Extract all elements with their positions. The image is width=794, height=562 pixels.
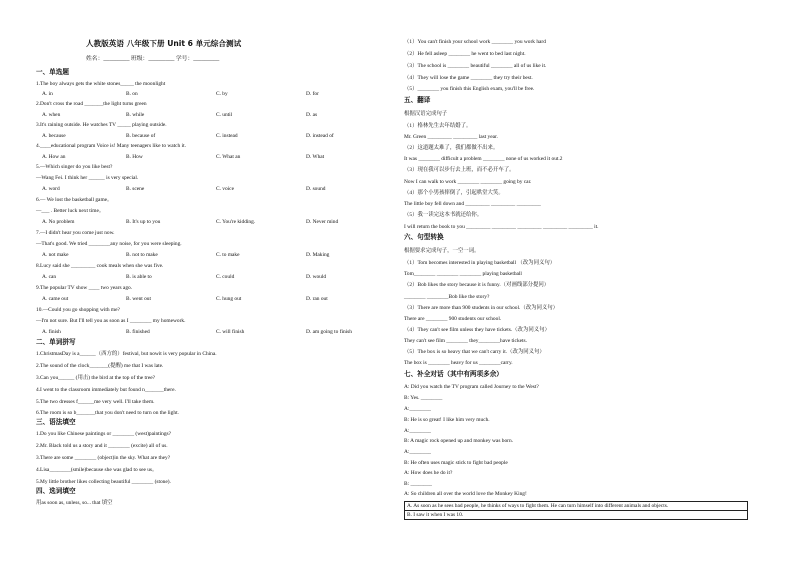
question-stem: —___ . Better luck next time。 bbox=[36, 208, 105, 214]
section-heading-dialogue: 七、补全对话（其中有两项多余） bbox=[404, 370, 503, 378]
question-line: 3.Can you______ (用击) the bird at the top of the tree? bbox=[36, 375, 156, 381]
section-heading-spelling: 二、单词拼写 bbox=[36, 338, 76, 346]
question-line: Tom________ ________ ________ playing basketball bbox=[404, 271, 522, 277]
answer-option-box: A. As soon as he sees bad people, he thinks of ways to fight them. He can turn himself into different animals and objects. bbox=[404, 501, 748, 511]
option: A. No problem bbox=[42, 219, 75, 225]
question-line: 6.The room is so b_______that you don't need to turn on the light. bbox=[36, 410, 179, 416]
dialogue-line: A:________ bbox=[404, 449, 431, 455]
question-line: 3.There are some ________ (object)in the sky. What are they? bbox=[36, 455, 171, 461]
question-line: （3）The school is ________ beautiful ________ all of us like it. bbox=[404, 63, 547, 69]
dialogue-line: B: He often uses magic stick to fight bad people bbox=[404, 460, 508, 466]
question-line: （2）这道题太难了，我们都做不出来。 bbox=[404, 145, 499, 151]
question-line: The little boy fell down and _________ _________ _________ bbox=[404, 201, 541, 207]
question-line: Now I can walk to work ________ ________ going by car. bbox=[404, 179, 532, 185]
question-line: Mr. Green _________ _________ last year. bbox=[404, 134, 498, 140]
word-bank: 用as soon as, unless, so... that 填空 bbox=[36, 500, 113, 506]
option: B. went out bbox=[126, 296, 152, 302]
question-stem: —I'm not sure. But I'll tell you as soon as I ________ my homework. bbox=[36, 318, 186, 324]
question-line: （2）He fell asleep ________ he went to bed last night. bbox=[404, 51, 526, 57]
question-stem: 9.The popular TV show ____ two years ago. bbox=[36, 285, 133, 291]
option: B. because of bbox=[126, 133, 156, 139]
option: B. is able to bbox=[126, 274, 152, 280]
option: A. not make bbox=[42, 252, 69, 258]
section-heading-mcq: 一、单选题 bbox=[36, 68, 69, 76]
question-line: （5）The box is so heavy that we can't carry it.（改为同义句） bbox=[404, 349, 545, 355]
section-intro: 根据汉语完成句子 bbox=[404, 111, 448, 117]
question-line: 5.The two dresses f______me very well. I'll take them. bbox=[36, 399, 155, 405]
option: C. could bbox=[216, 274, 235, 280]
question-stem: —That's good. We tried ________any noise, for you were sleeping. bbox=[36, 241, 182, 247]
option: C. hung out bbox=[216, 296, 242, 302]
dialogue-line: B: Yes. ________ bbox=[404, 395, 443, 401]
option: A. in bbox=[42, 91, 53, 97]
option: C. You're kidding. bbox=[216, 219, 256, 225]
page-title: 人教版英语 八年级下册 Unit 6 单元综合测试 bbox=[86, 39, 242, 48]
question-line: （1）Tom becomes interested in playing basketball （改为同义句） bbox=[404, 260, 556, 266]
question-stem: 2.Don't cross the road _______the light turns green bbox=[36, 101, 147, 107]
student-info-line: 姓名：_________ 班级：_________ 学号：_________ bbox=[86, 56, 220, 62]
option: A. finish bbox=[42, 329, 61, 335]
question-line: It was ________ difficult a problem ________ none of us worked it out.2 bbox=[404, 156, 563, 162]
option: D. for bbox=[306, 91, 319, 97]
option: C. to make bbox=[216, 252, 240, 258]
option: D. would bbox=[306, 274, 327, 280]
option: B. It's up to you bbox=[126, 219, 161, 225]
option: C. voice bbox=[216, 186, 234, 192]
option: A. How an bbox=[42, 154, 66, 160]
question-stem: 7.—I didn't hear you come just now. bbox=[36, 230, 115, 236]
option: D. Making bbox=[306, 252, 330, 258]
option: C. instead bbox=[216, 133, 238, 139]
question-line: （5）我一读完这本书就还给你。 bbox=[404, 212, 483, 218]
section-heading-grammar: 三、语法填空 bbox=[36, 418, 76, 426]
option: C. until bbox=[216, 112, 233, 118]
option: D. as bbox=[306, 112, 318, 118]
answer-option-box: B. I saw it when I was 10. bbox=[404, 510, 748, 520]
option: B. How bbox=[126, 154, 143, 160]
section-heading-transform: 六、句型转换 bbox=[404, 233, 444, 241]
question-stem: 1.The boy always gets the white stones_____ the moonlight bbox=[36, 81, 166, 87]
option: A. came out bbox=[42, 296, 69, 302]
option: C. will finish bbox=[216, 329, 245, 335]
question-line: （4）They will lose the game ________ they try their best. bbox=[404, 75, 533, 81]
option: D. am going to finish bbox=[306, 329, 352, 335]
option: A. when bbox=[42, 112, 61, 118]
option: A. because bbox=[42, 133, 66, 139]
question-line: （1）You can't finish your school work ________ you work hard bbox=[404, 39, 546, 45]
question-line: There are ________ 900 students our school. bbox=[404, 316, 502, 322]
option: D. ran out bbox=[306, 296, 328, 302]
question-line: （1）格林先生去年结婚了。 bbox=[404, 123, 472, 129]
question-line: （3）现在我可以步行去上班，而不必开车了。 bbox=[404, 167, 515, 173]
section-heading-word-choice: 四、选词填空 bbox=[36, 487, 76, 495]
question-line: （3）There are more than 900 students in our school.（改为同义句） bbox=[404, 305, 559, 311]
option: A. can bbox=[42, 274, 57, 280]
question-line: ________ ________Bob like the story? bbox=[404, 294, 490, 300]
question-stem: —Wang Fei. I think her ______ is very special. bbox=[36, 175, 139, 181]
question-line: 5.My little brother likes collecting beautiful ________ (stone). bbox=[36, 479, 171, 485]
option: D. sound bbox=[306, 186, 326, 192]
dialogue-line: A:________ bbox=[404, 406, 431, 412]
option: C. by bbox=[216, 91, 228, 97]
question-line: 2.The sound of the clock_______(提醒) me that I was late. bbox=[36, 363, 164, 369]
question-stem: 6.— We lost the basketball game。 bbox=[36, 197, 113, 203]
question-line: （4）那个小男孩摔倒了，引起哄堂大笑。 bbox=[404, 190, 504, 196]
option: B. while bbox=[126, 112, 145, 118]
option: C. What an bbox=[216, 154, 241, 160]
section-intro: 根据要求完成句子，一空一词。 bbox=[404, 248, 480, 254]
question-line: （4）They can't see film unless they have tickets.（改为同义句） bbox=[404, 327, 550, 333]
option: B. on bbox=[126, 91, 138, 97]
dialogue-line: A: How does he do it? bbox=[404, 470, 453, 476]
option: D. What bbox=[306, 154, 325, 160]
question-stem: 3.It's raining outside. He watches TV _____ playing outside. bbox=[36, 122, 167, 128]
question-line: 1.Do you like Chinese paintings or ________ (west)paintings? bbox=[36, 431, 172, 437]
question-line: 1.ChristmasDay is a______（西方的）festival, but nowit is very popular in China. bbox=[36, 351, 217, 357]
question-line: They can't see film ________ they________have tickets. bbox=[404, 338, 527, 344]
question-stem: 4.____educational program Voice is! Many teenagers like to watch it. bbox=[36, 143, 186, 149]
question-stem: 10.—Could you go shopping with me? bbox=[36, 307, 120, 313]
question-line: （2）Bob likes the story because it is funny.（对画线部分提问） bbox=[404, 282, 550, 288]
dialogue-line: A: Did you watch the TV program called Journey to the West? bbox=[404, 384, 539, 390]
question-line: （5）________ you finish this English exam, you'll be free. bbox=[404, 86, 535, 92]
option: B. scene bbox=[126, 186, 145, 192]
dialogue-line: A: So children all over the world love the Monkey King! bbox=[404, 491, 527, 497]
question-stem: 8.Lucy said she _________ cook meals when she was five. bbox=[36, 263, 164, 269]
question-line: I will return the book to you _________ _________ _________ _________ _________ it. bbox=[404, 224, 599, 230]
dialogue-line: B: He is so great! I like him very much. bbox=[404, 417, 490, 423]
option: B. not to make bbox=[126, 252, 158, 258]
option: B. finished bbox=[126, 329, 150, 335]
option: D. Never mind bbox=[306, 219, 339, 225]
question-line: The box is ________ heavy for us ________carry. bbox=[404, 360, 513, 366]
question-stem: 5.—Which singer do you like best? bbox=[36, 164, 113, 170]
question-line: 2.Mr. Black told us a story and it ________ (excite) all of us. bbox=[36, 443, 168, 449]
dialogue-line: B: ________ bbox=[404, 481, 433, 487]
dialogue-line: A:________ bbox=[404, 428, 431, 434]
dialogue-line: B: A magic rock opened up and monkey was born. bbox=[404, 438, 513, 444]
section-heading-translation: 五、翻译 bbox=[404, 96, 431, 104]
question-line: 4.I went to the classroom immediately but found n_______there. bbox=[36, 387, 176, 393]
option: A. word bbox=[42, 186, 60, 192]
question-line: 4.Lisa________(smile)because she was glad to see us。 bbox=[36, 467, 158, 473]
option: D. instead of bbox=[306, 133, 334, 139]
